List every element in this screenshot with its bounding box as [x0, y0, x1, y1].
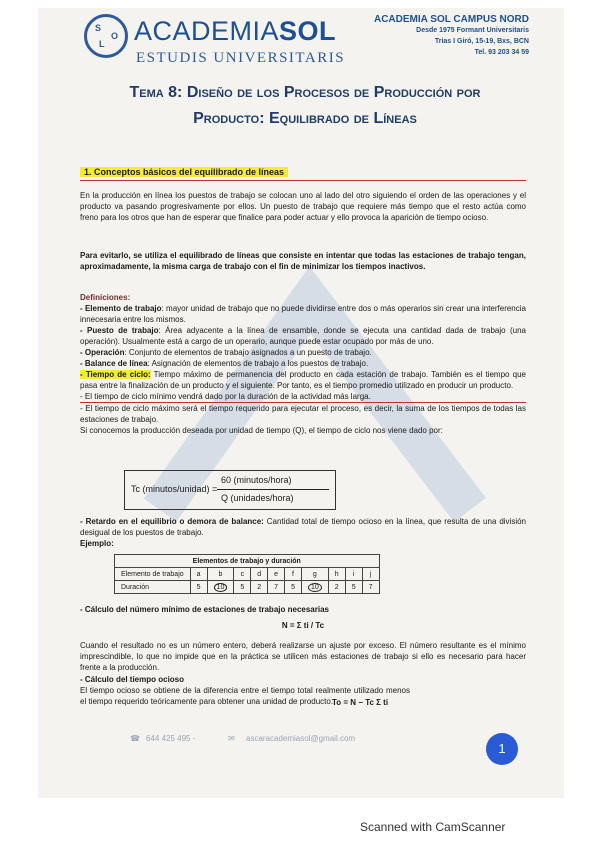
table-cell: 5: [234, 581, 251, 594]
formula-lhs: Tc (minutos/unidad) =: [131, 484, 218, 494]
table-cell: b: [207, 568, 234, 581]
definition-text: Tiempo máximo de permanencia del producto en cada estación de trabajo. También es el tiempo que pasa entre la finalización de un producto y el siguiente. Por tanto, es el tiempo promedio utilizado en producir un producto.: [80, 370, 526, 390]
definition-term: - Tiempo de ciclo:: [80, 370, 151, 379]
campus-info: [374, 14, 529, 58]
brand-part1: ACADEMIA: [134, 16, 280, 46]
paragraph-balancing: Para evitarlo, se utiliza el equilibrado de líneas que consiste en intentar que todas las estaciones de trabajo tengan, aproximadamente, la misma carga de trabajo con el fin de minimizar los tiempos inactivos.: [80, 251, 526, 271]
table-row-label: Elemento de trabajo: [115, 568, 191, 581]
definitions-label: [80, 292, 526, 303]
campus-name: ACADEMIA SOL CAMPUS NORD: [373, 14, 529, 25]
table-cell: 5: [285, 581, 302, 594]
table-cell: 7: [268, 581, 285, 594]
scanner-watermark: Scanned with CamScanner: [360, 820, 506, 834]
campus-since: Desde 1975 Formant Universitaris: [416, 27, 529, 34]
definition-text: : Asignación de elementos de trabajo a los puestos de trabajo.: [147, 359, 369, 368]
min-stations-formula: N = Σ ti / Tc: [281, 621, 325, 630]
definitions-list: [80, 292, 526, 436]
table-cell: 2: [251, 581, 268, 594]
idle-time-heading: - Cálculo del tiempo ocioso: [80, 675, 185, 684]
academia-logo-icon: [84, 14, 128, 58]
cycle-min-note: - El tiempo de ciclo mínimo vendrá dado por la duración de la actividad más larga.: [80, 391, 526, 403]
table-cell: 7: [362, 581, 379, 594]
table-row: [115, 581, 380, 594]
table-cell: f: [285, 568, 302, 581]
table-row: [115, 568, 380, 581]
table-cell: d: [251, 568, 268, 581]
formula-numerator: 60 (minutos/hora): [221, 475, 292, 485]
definition-item: [80, 369, 526, 391]
cycle-time-formula: [124, 470, 336, 510]
paragraph-intro: En la producción en línea los puestos de trabajo se colocan uno al lado del otro siguiendo el orden de las operaciones y el producto va pasando progresivamente por ellos. Un puesto de trabajo que requiere más tiempo que el resto actúa como freno para los otros que han de esperar que finalice para poder actuar y ello provoca la aparición de tiempo ocioso.: [80, 191, 526, 222]
definition-term: - Puesto de trabajo: [80, 326, 159, 335]
table-cell: h: [328, 568, 345, 581]
table-cell: e: [268, 568, 285, 581]
retardo-term: - Retardo en el equilibrio o demora de balance:: [80, 517, 264, 526]
definition-item: [80, 325, 526, 347]
definition-term: - Operación: [80, 348, 125, 357]
title-line1: Tema 8: Diseño de los Procesos de Producción por: [129, 84, 481, 101]
title-line2: Producto: Equilibrado de Líneas: [193, 110, 417, 127]
section-label: 1. Conceptos básicos del equilibrado de líneas: [80, 167, 288, 177]
logo-letter: L: [99, 39, 105, 49]
definition-item: [80, 358, 526, 369]
page-title: [80, 80, 530, 132]
definitions-title: Definiciones:: [80, 293, 131, 302]
campus-phone: Tel. 93 203 34 59: [474, 49, 529, 56]
formula-denominator: Q (unidades/hora): [221, 493, 294, 503]
mail-icon: ✉: [228, 734, 235, 743]
table-cell: 5: [190, 581, 207, 594]
page-number-badge: 1: [486, 733, 518, 765]
work-elements-table: [114, 554, 380, 594]
table-cell-circled: 10: [214, 583, 228, 592]
definition-text: : Área adyacente a la línea de ensamble, donde se ejecuta una cantidad dada de trabajo (una operación). Usualmente está a cargo de un operario, aunque puede estar ocupado por más de uno.: [80, 326, 527, 346]
brand-subtitle: ESTUDIS UNIVERSITARIS: [136, 50, 346, 66]
table-cell: 5: [345, 581, 362, 594]
fraction-bar: [217, 489, 329, 490]
table-row-label: Duración: [115, 581, 191, 594]
definition-item: [80, 303, 526, 325]
table-cell: c: [234, 568, 251, 581]
definition-item: [80, 347, 526, 358]
table-cell: a: [190, 568, 207, 581]
cycle-intro: Si conocemos la producción deseada por unidad de tiempo (Q), el tiempo de ciclo nos viene dado por:: [80, 426, 443, 435]
brand-part2: SOL: [279, 16, 337, 46]
footer-phone: 644 425 495 -: [146, 734, 196, 743]
footer-email: ascaracademiasol@gmail.com: [246, 734, 356, 743]
retardo-text: Cantidad total de tiempo ocioso en la línea, que resulta de una división desigual de los puestos de trabajo.: [80, 517, 526, 537]
definition-term: - Elemento de trabajo: [80, 304, 162, 313]
table-caption: Elementos de trabajo y duración: [115, 555, 380, 568]
whatsapp-icon: ☎: [130, 734, 140, 743]
table-cell: j: [362, 568, 379, 581]
logo-letter: O: [111, 31, 119, 41]
retardo-definition: [80, 516, 526, 549]
definition-text: : mayor unidad de trabajo que no puede dividirse entre dos o más operarios sin crear una interferencia innecesaria entre los mismos.: [80, 304, 526, 324]
idle-time-text: El tiempo ocioso se obtiene de la diferencia entre el tiempo total realmente utilizado menos el tiempo requerido teóricamente para obtener una unidad de producto.: [80, 686, 410, 706]
definition-text: : Conjunto de elementos de trabajo asignados a un puesto de trabajo.: [124, 348, 372, 357]
definition-term: - Balance de línea: [80, 359, 148, 368]
section-heading: [80, 162, 526, 181]
min-stations-heading: - Cálculo del número mínimo de estaciones de trabajo necesarias: [80, 605, 329, 614]
campus-address: Trias I Giró, 15-19, Bxs, BCN: [434, 38, 529, 45]
min-stations-text: Cuando el resultado no es un número entero, deberá realizarse un ajuste por exceso. El número resultante es el mínimo imprescindible, lo que no impide que en la práctica se utilicen más estaciones de trabajo si ello es necesario para hacer frente a la producción.: [80, 641, 526, 672]
brand-name: [134, 16, 336, 47]
table-cell-circled: 10: [308, 583, 322, 592]
table-cell: i: [345, 568, 362, 581]
cycle-max-note: - El tiempo de ciclo máximo será el tiempo requerido para ejecutar el proceso, es decir, la suma de los tiempos de todas las estaciones de trabajo.: [80, 404, 526, 424]
idle-time-formula: To = N − Tc Σ ti: [332, 698, 389, 707]
logo-letter: S: [95, 23, 102, 33]
table-cell: g: [301, 568, 328, 581]
table-cell: 2: [328, 581, 345, 594]
example-label: Ejemplo:: [80, 539, 114, 548]
